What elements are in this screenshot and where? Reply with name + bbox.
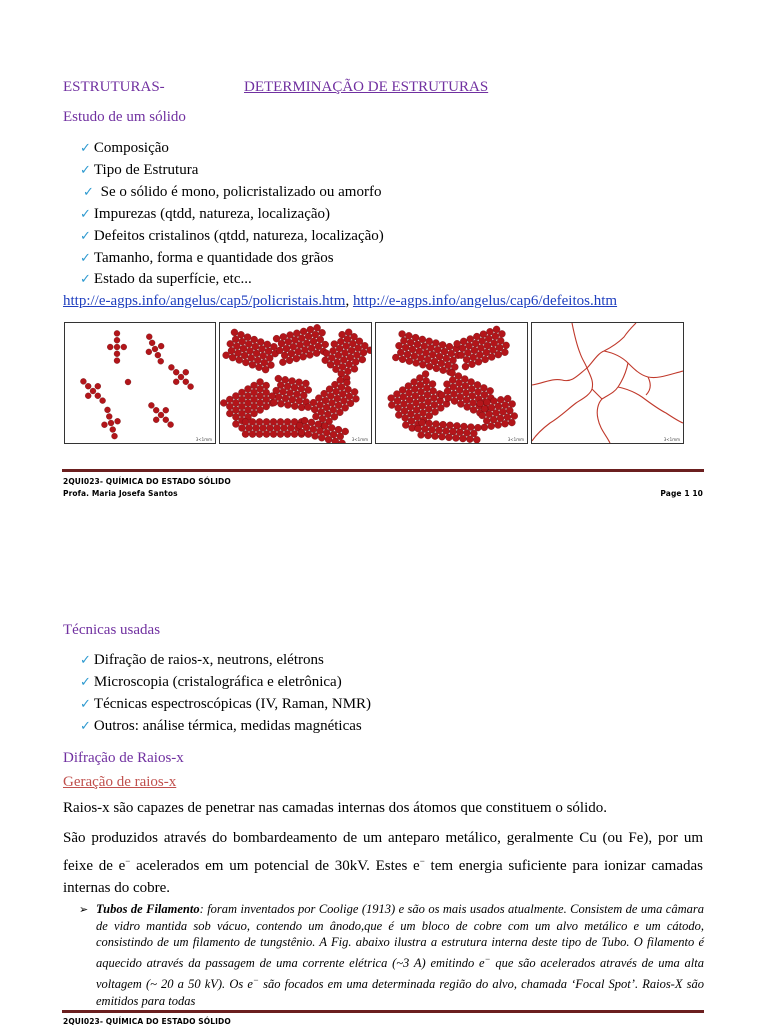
- footer-course-2: 2QUI023- QUÍMICA DO ESTADO SÓLIDO: [63, 1017, 231, 1026]
- checkmark-icon: ✓: [80, 719, 91, 734]
- checkmark-icon: ✓: [80, 163, 91, 178]
- section-title-difracao: Difração de Raios-x: [63, 750, 184, 766]
- grain-boundaries-image: [532, 323, 683, 443]
- footer-rule: [62, 469, 704, 472]
- figure-polycrystal: 3<1mm: [219, 322, 372, 444]
- figure-single-crystals: 3<1mm: [64, 322, 216, 444]
- polycrystal-grains-image: [220, 323, 371, 443]
- checkmark-icon: ✓: [80, 207, 91, 222]
- header-right: DETERMINAÇÃO DE ESTRUTURAS: [244, 79, 489, 95]
- checkmark-icon: ✓: [83, 185, 94, 200]
- footer-rule-2: [62, 1010, 704, 1013]
- list-item: ✓ Se o sólido é mono, policristalizado ou amorfo: [83, 184, 382, 200]
- crystal-clusters-image: [65, 323, 215, 443]
- subsection-title-geracao: Geração de raios-x: [63, 774, 177, 790]
- list-item: ✓ Tipo de Estrutura: [80, 162, 199, 178]
- checkmark-icon: ✓: [80, 697, 91, 712]
- checkmark-icon: ✓: [80, 272, 91, 287]
- links-line: http://e-agps.info/angelus/cap5/policristais.htm, http://e-agps.info/angelus/cap6/defeitos.htm: [63, 293, 618, 309]
- paragraph-raios-x: Raios-x são capazes de penetrar nas camadas internas dos átomos que constituem o sólido.: [63, 800, 608, 816]
- section-title-estudo: Estudo de um sólido: [63, 109, 186, 125]
- list-item: ✓ Microscopia (cristalográfica e eletrônica): [80, 674, 342, 690]
- footer-course: 2QUI023- QUÍMICA DO ESTADO SÓLIDO: [63, 477, 231, 486]
- figure-grain-boundaries: 3<1mm: [531, 322, 684, 444]
- checkmark-icon: ✓: [80, 141, 91, 156]
- list-item: ✓ Técnicas espectroscópicas (IV, Raman, NMR): [80, 696, 372, 712]
- list-item: ✓ Composição: [80, 140, 169, 156]
- header-left: ESTRUTURAS-: [63, 79, 165, 95]
- paragraph-producao: São produzidos através do bombardeamento de um anteparo metálico, geralmente Cu (ou Fe), por um feixe de e− acelerados em um potencial de 30kV. Estes e− tem energia suficiente para ionizar camadas internas do cobre.: [63, 830, 703, 896]
- link-defeitos[interactable]: http://e-agps.info/angelus/cap6/defeitos.htm: [352, 293, 618, 309]
- grain-aggregate-image: [376, 323, 527, 443]
- list-item: ✓ Defeitos cristalinos (qtdd, natureza, localização): [80, 228, 384, 244]
- checkmark-icon: ✓: [80, 675, 91, 690]
- section-title-tecnicas: Técnicas usadas: [63, 622, 161, 638]
- list-item: ✓ Impurezas (qtdd, natureza, localização): [80, 206, 331, 222]
- footer-page-number: Page 1 10: [660, 489, 703, 498]
- list-item: ✓ Difração de raios-x, neutrons, elétrons: [80, 652, 324, 668]
- list-item: ✓ Estado da superfície, etc...: [80, 271, 252, 287]
- figure-grains-circle: 3<1mm: [375, 322, 528, 444]
- checkmark-icon: ✓: [80, 229, 91, 244]
- list-item: ✓ Outros: análise térmica, medidas magnéticas: [80, 718, 362, 734]
- list-item: ✓ Tamanho, forma e quantidade dos grãos: [80, 250, 334, 266]
- link-policristais[interactable]: http://e-agps.info/angelus/cap5/policristais.htm: [63, 293, 346, 309]
- paragraph-tubos-filamento: Tubos de Filamento: foram inventados por Coolige (1913) e são os mais usados atualmente. Consistem de uma câmara de vidro mantida sob vácuo, contendo um ânodo,que é um bloco de cobre com um alvo metálico e um cátodo, consistindo de um filamento de tungstênio. A Fig. abaixo ilustra a estrutura interna deste tipo de Tubo. O filamento é aquecido através da passagem de uma corrente elétrica (~3 A) emitindo e− que são acelerados através de uma alta voltagem (~ 20 a 50 kV). Os e− são focados em uma determinada região do alvo, chamada ‘Focal Spot’. Raios-X são emitidos para todas: [96, 902, 704, 1008]
- checkmark-icon: ✓: [80, 653, 91, 668]
- checkmark-icon: ✓: [80, 251, 91, 266]
- arrow-bullet-icon: ➢: [79, 903, 89, 916]
- footer-professor: Profa. Maria Josefa Santos: [63, 489, 178, 498]
